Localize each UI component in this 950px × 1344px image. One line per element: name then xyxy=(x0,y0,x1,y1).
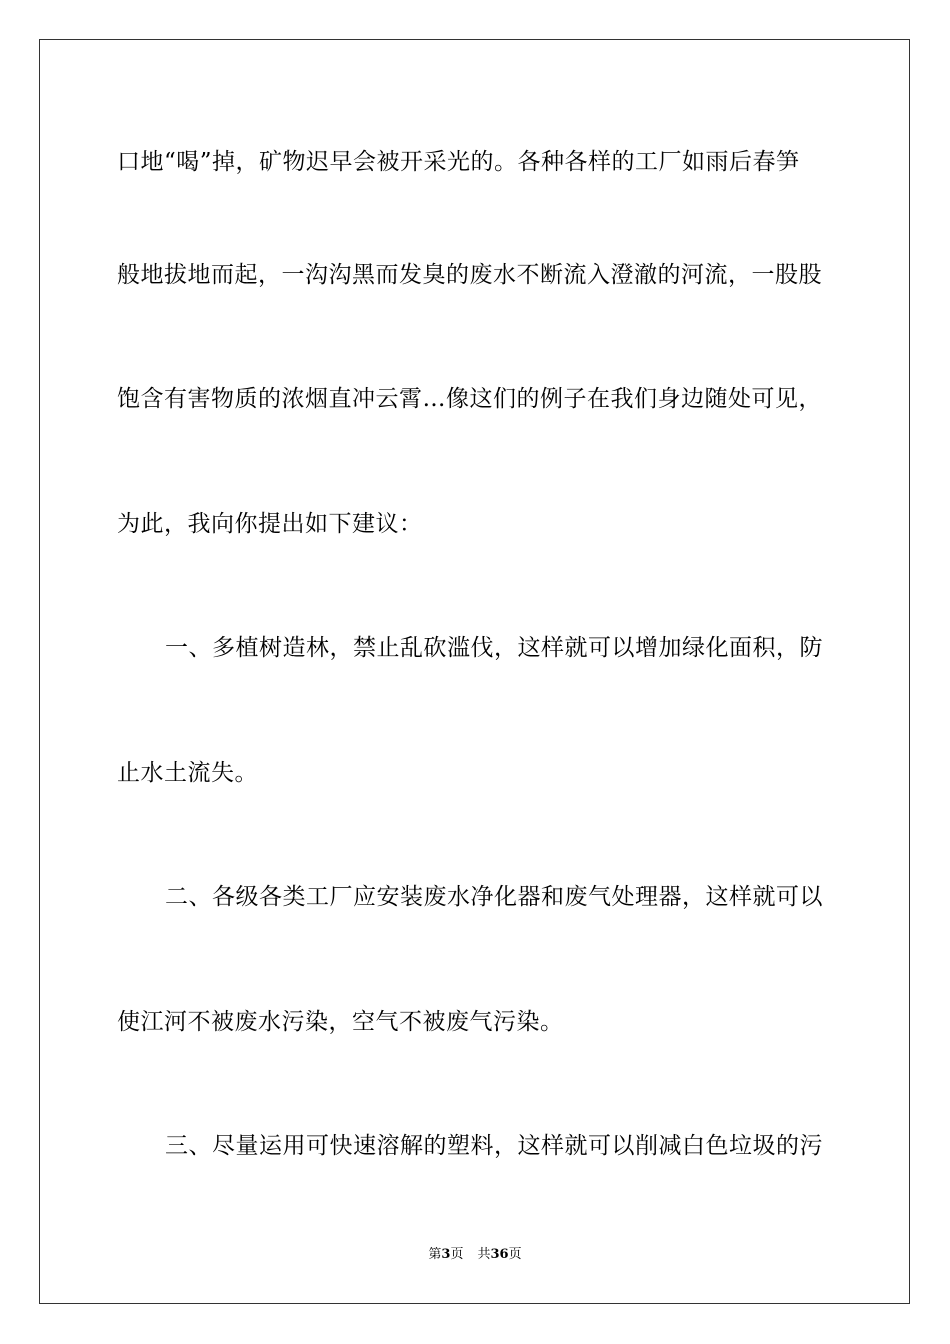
body-text-line-4: 为此，我向你提出如下建议： xyxy=(117,511,423,537)
suggestion-two-line-2: 使江河不被废水污染，空气不被废气污染。 xyxy=(117,1009,564,1035)
suggestion-one-line-1: 一、多植树造林，禁止乱砍滥伐，这样就可以增加绿化面积，防 xyxy=(165,635,823,661)
suggestion-three-line-1: 三、尽量运用可快速溶解的塑料，这样就可以削减白色垃圾的污 xyxy=(165,1133,823,1159)
body-text-line-2: 般地拔地而起，一沟沟黑而发臭的废水不断流入澄澈的河流，一股股 xyxy=(117,262,822,288)
suggestion-one-line-2: 止水土流失。 xyxy=(117,760,258,786)
body-text-line-3: 饱含有害物质的浓烟直冲云霄…像这们的例子在我们身边随处可见， xyxy=(117,386,822,412)
suggestion-two-line-1: 二、各级各类工厂应安装废水净化器和废气处理器，这样就可以 xyxy=(165,884,823,910)
page-suffix: 页 xyxy=(450,1247,464,1262)
page-number: 3 xyxy=(441,1247,451,1262)
body-text-line-1: 口地“喝”掉，矿物迟早会被开采光的。各种各样的工厂如雨后春笋 xyxy=(117,149,800,175)
total-pages: 36 xyxy=(490,1247,509,1262)
page-footer xyxy=(0,1246,950,1264)
total-suffix: 页 xyxy=(508,1247,522,1262)
total-prefix: 共 xyxy=(477,1247,491,1262)
page-prefix: 第 xyxy=(428,1247,442,1262)
page-border xyxy=(39,39,910,1304)
